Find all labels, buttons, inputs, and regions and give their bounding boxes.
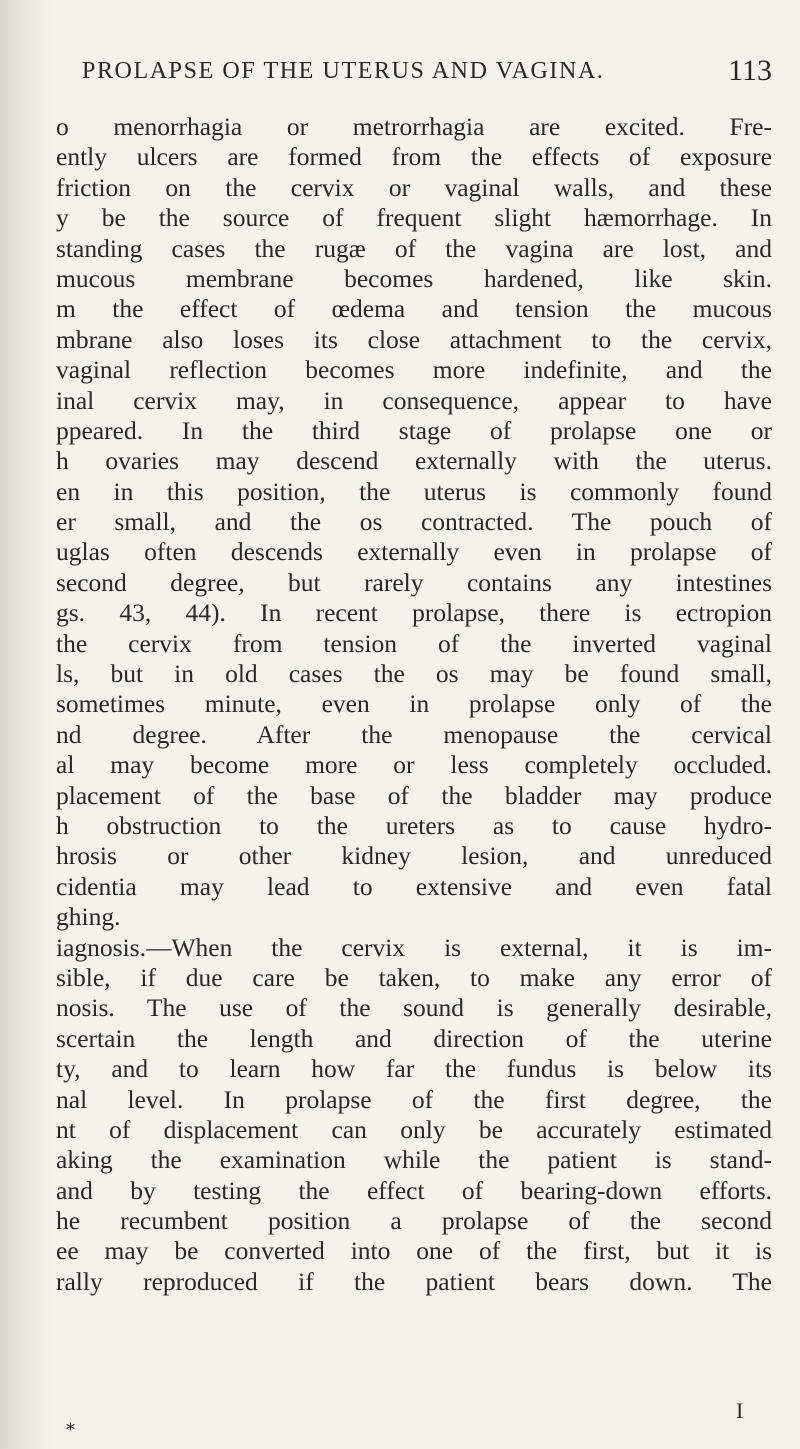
page-gutter-shadow: [0, 0, 52, 1449]
text-line: mbrane also loses its close attachment to the cervix,: [56, 324, 772, 354]
text-line: al may become more or less completely occluded.: [56, 750, 772, 780]
text-line: cidentia may lead to extensive and even fatal: [56, 871, 772, 901]
body-text: [56, 112, 772, 1297]
printer-mark: ⁎: [66, 1414, 75, 1434]
text-line: sible, if due care be taken, to make any error of: [56, 962, 772, 992]
text-line: o menorrhagia or metrorrhagia are excited. Fre-: [56, 112, 772, 141]
text-line: friction on the cervix or vaginal walls, and these: [56, 172, 772, 202]
text-line: nd degree. After the menopause the cervical: [56, 719, 772, 749]
text-line: nosis. The use of the sound is generally desirable,: [56, 993, 772, 1023]
text-line: er small, and the os contracted. The pouch of: [56, 507, 772, 537]
text-line: scertain the length and direction of the uterine: [56, 1023, 772, 1053]
text-line: second degree, but rarely contains any intestines: [56, 567, 772, 597]
text-line: placement of the base of the bladder may produce: [56, 780, 772, 810]
text-line: m the effect of œdema and tension the mucous: [56, 294, 772, 324]
running-head: PROLAPSE OF THE UTERUS AND VAGINA.: [82, 58, 605, 84]
text-line: standing cases the rugæ of the vagina are lost, and: [56, 233, 772, 263]
text-line: ee may be converted into one of the first, but it is: [56, 1236, 772, 1266]
text-line: uglas often descends externally even in prolapse of: [56, 537, 772, 567]
text-line: ls, but in old cases the os may be found small,: [56, 659, 772, 689]
text-line: ppeared. In the third stage of prolapse one or: [56, 415, 772, 445]
text-line: inal cervix may, in consequence, appear to have: [56, 385, 772, 415]
text-line: ghing.: [56, 902, 121, 932]
text-line: he recumbent position a prolapse of the second: [56, 1206, 772, 1236]
text-line: h ovaries may descend externally with the uterus.: [56, 446, 772, 476]
page-header: [82, 54, 772, 94]
text-line: rally reproduced if the patient bears down. The: [56, 1266, 772, 1296]
text-line: h obstruction to the ureters as to cause hydro-: [56, 810, 772, 840]
text-line: y be the source of frequent slight hæmorrhage. In: [56, 203, 772, 233]
signature-mark: I: [736, 1398, 744, 1423]
text-line: vaginal reflection becomes more indefinite, and the: [56, 355, 772, 385]
text-line: gs. 43, 44). In recent prolapse, there is ectropion: [56, 598, 772, 628]
text-line: en in this position, the uterus is commonly found: [56, 476, 772, 506]
text-line: the cervix from tension of the inverted vaginal: [56, 628, 772, 658]
text-line: ty, and to learn how far the fundus is below its: [56, 1054, 772, 1084]
text-line: hrosis or other kidney lesion, and unreduced: [56, 841, 772, 871]
text-line: mucous membrane becomes hardened, like skin.: [56, 263, 772, 293]
text-line: and by testing the effect of bearing-down efforts.: [56, 1175, 772, 1205]
page-number: 113: [728, 54, 772, 87]
text-line: sometimes minute, even in prolapse only of the: [56, 689, 772, 719]
text-line: aking the examination while the patient is stand-: [56, 1145, 772, 1175]
text-line: nal level. In prolapse of the first degree, the: [56, 1084, 772, 1114]
text-line: nt of displacement can only be accurately estimated: [56, 1114, 772, 1144]
text-line: ently ulcers are formed from the effects of exposure: [56, 142, 772, 172]
text-line: iagnosis.—When the cervix is external, it is im-: [56, 932, 772, 962]
